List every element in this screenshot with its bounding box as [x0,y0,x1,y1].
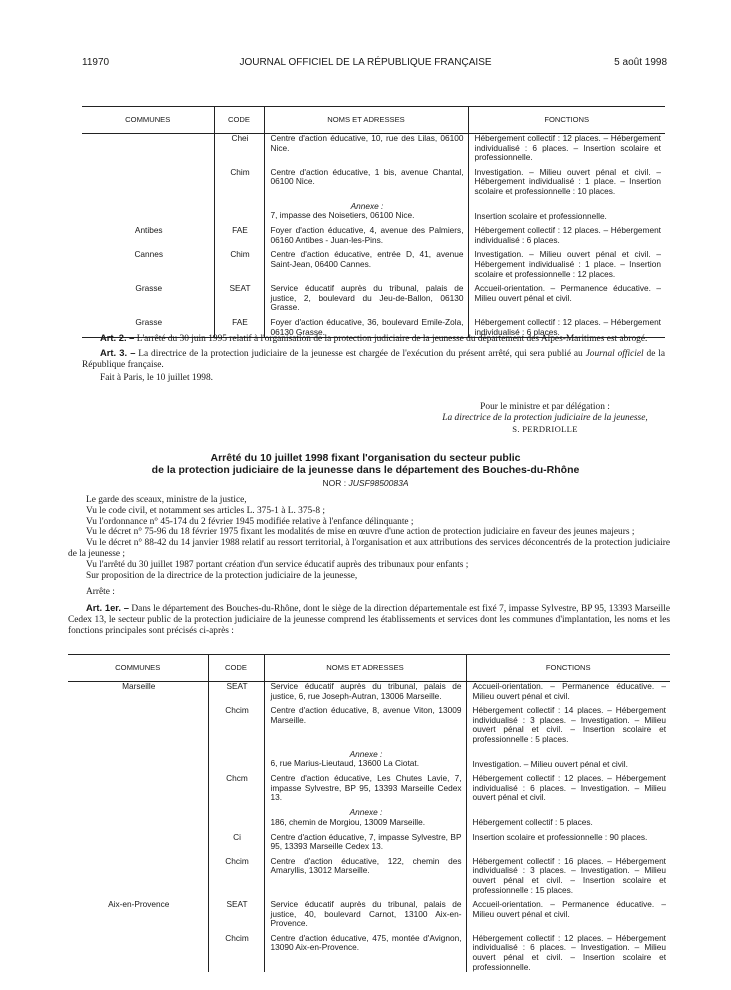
journal-officiel-ref: Journal officiel [585,348,644,359]
visa-6: Sur proposition de la directrice de la protection judiciaire de la jeunesse, [86,570,358,581]
cell-noms [264,852,466,895]
cell-noms [264,279,468,313]
cell-fonctions-text: Hébergement collectif : 14 places. – Hébergement individualisé : 3 places. – Investigation. – Milieu ouvert pénal et civil. – Insertion scolaire et professionnelle : 5 places. [472,705,666,744]
fait-a-paris: Fait à Paris, le 10 juillet 1998. [100,373,214,384]
cell-code-text: Ci [233,831,241,842]
cell-commune-text: Grasse [135,283,163,294]
article-3-text: La directrice de la protection judiciaire de la jeunesse est chargée de l'exécution du présent arrêté, qui sera publié au [138,348,583,359]
cell-code [214,245,264,279]
annexe-label: Annexe : [349,806,383,817]
cell-noms-text: Service éducatif auprès du tribunal, palais de justice, 2, boulevard du Jeu-de-Ballon, 06130 Grasse. [270,283,464,313]
cell-noms-text: 7, impasse des Noisetiers, 06100 Nice. [270,210,415,221]
cell-commune-text: Cannes [134,249,164,260]
cell-fonctions-text: Hébergement collectif : 12 places. – Hébergement individualisé : 6 places. – Insertion scolaire et professionnelle. [474,133,661,163]
decree2-body [68,495,670,637]
column-header-code: CODE [208,655,264,682]
cell-code [208,701,264,744]
cell-fonctions [466,828,670,852]
cell-fonctions-text: Investigation. – Milieu ouvert pénal et civil. – Hébergement individualisé : 1 place. – Insertion scolaire et professionnelle : 12 places. [474,249,661,279]
table-row [68,852,670,895]
table-header-row [68,655,670,682]
cell-code [208,828,264,852]
cell-code [208,803,264,828]
article-3-label: Art. 3. – [100,346,136,358]
cell-noms-text: Service éducatif auprès du tribunal, palais de justice, 6, rue Joseph-Autran, 13006 Marseille. [270,681,462,701]
cell-commune-text: Grasse [135,316,163,327]
cell-commune-text: Marseille [122,681,156,691]
cell-noms-text: Centre d'action éducative, Les Chutes Lavie, 7, impasse Sylvestre, BP 95, 13393 Marseille Cedex 13. [270,773,462,803]
article-2-label: Art. 2. – [100,332,135,343]
cell-fonctions [468,221,665,245]
article-1 [68,603,670,636]
table-row [68,803,670,828]
cell-commune [68,701,208,744]
cell-code [208,929,264,972]
cell-fonctions [466,769,670,803]
cell-fonctions [466,852,670,895]
cell-code [208,895,264,929]
table-row [82,134,665,163]
cell-commune [82,134,214,163]
article-3-text-end: de la République française. [82,348,665,370]
cell-fonctions-text: Investigation. – Milieu ouvert pénal et civil. [472,758,628,769]
cell-code-text: Chim [230,249,250,260]
cell-noms-text: Foyer d'action éducative, 36, boulevard Emile-Zola, 06130 Grasse. [270,316,464,337]
cell-noms-text: Centre d'action éducative, 8, avenue Viton, 13009 Marseille. [270,705,462,725]
decree1-articles [82,333,665,384]
cell-noms [264,245,468,279]
decree2-title-line1: Arrêté du 10 juillet 1998 fixant l'organisation du secteur public [210,452,521,464]
annexe-label: Annexe : [350,200,384,211]
cell-commune-text: Aix-en-Provence [108,899,170,910]
cell-commune [68,769,208,803]
column-header-noms: NOMS ET ADRESSES [264,107,468,134]
table-row [68,895,670,929]
cell-fonctions [466,895,670,929]
cell-noms-text: Centre d'action éducative, 475, montée d'Avignon, 13090 Aix-en-Provence. [270,932,462,953]
cell-noms [264,895,466,929]
cell-code [214,197,264,222]
cell-commune [82,279,214,313]
table-row [68,701,670,744]
table-row [68,769,670,803]
table-row [68,929,670,972]
cell-noms [264,803,466,828]
cell-noms [264,745,466,770]
issue-date: 5 août 1998 [614,57,667,68]
table-row [82,221,665,245]
cell-code-text: Chei [231,133,249,143]
cell-noms-text: Service éducatif auprès du tribunal, palais de justice, 40, boulevard Carnot, 13100 Aix-en-Provence. [270,899,462,929]
cell-commune [82,221,214,245]
signature-name: S. PERDRIOLLE [512,424,578,434]
cell-code-text: Chim [230,166,250,177]
cell-noms-text: Centre d'action éducative, 7, impasse Sylvestre, BP 95, 13393 Marseille Cedex 13. [270,831,462,852]
cell-fonctions-text: Insertion scolaire et professionnelle : 90 places. [472,831,648,842]
cell-noms [264,828,466,852]
cell-noms [264,769,466,803]
cell-code [208,769,264,803]
cell-code [208,852,264,895]
article-3 [82,348,665,371]
cell-fonctions [466,745,670,770]
cell-fonctions-text: Accueil-orientation. – Permanence éducative. – Milieu ouvert pénal et civil. [474,283,661,303]
cell-code-text: SEAT [229,283,251,294]
signature-delegation: Pour le ministre et par délégation : [480,402,610,412]
nor-reference [0,478,731,488]
cell-code [208,682,264,702]
table-row [82,245,665,279]
cell-noms-text: Centre d'action éducative, 122, chemin des Amaryllis, 13012 Marseille. [270,855,462,876]
cell-code-text: SEAT [226,899,248,910]
table-row [68,745,670,770]
cell-code [214,163,264,197]
cell-noms [264,701,466,744]
annexe-label: Annexe : [349,748,383,759]
table-header-row [82,107,665,134]
visa-4: Vu le décret n° 88-42 du 14 janvier 1988 relatif au ressort territorial, à l'organisation et aux attributions des services déconcentrés de la protection judiciaire de la jeunesse ; [68,538,670,559]
cell-code-text: FAE [232,225,248,236]
cell-code-text: Chcim [225,855,249,866]
cell-commune [68,682,208,702]
table-row [82,279,665,313]
cell-commune [68,929,208,972]
decree2-title-line2: de la protection judiciaire de la jeunesse dans le département des Bouches-du-Rhône [151,464,580,476]
cell-code-text: Chcim [225,705,249,716]
article-2 [82,333,665,345]
cell-commune [68,895,208,929]
cell-fonctions [466,803,670,828]
cell-fonctions [468,134,665,163]
cell-noms-text: Centre d'action éducative, 10, rue des Lilas, 06100 Nice. [270,133,464,153]
cell-noms [264,221,468,245]
nor-label: NOR : [322,478,347,488]
column-header-fonctions: FONCTIONS [468,107,665,134]
cell-noms [264,682,466,702]
column-header-code: CODE [214,107,264,134]
cell-fonctions [468,163,665,197]
cell-noms [264,163,468,197]
visa-5: Vu l'arrêté du 30 juillet 1987 portant création d'un service éducatif auprès des tribunaux pour enfants ; [86,559,469,570]
cell-code [214,134,264,163]
cell-fonctions-text: Accueil-orientation. – Permanence éducative. – Milieu ouvert pénal et civil. [472,681,666,701]
cell-fonctions [466,682,670,702]
visa-0: Le garde des sceaux, ministre de la justice, [86,495,247,505]
nor-value: JUSF9850083A [348,478,409,488]
cell-noms-text: 186, chemin de Morgiou, 13009 Marseille. [270,816,426,827]
cell-commune [68,852,208,895]
column-header-noms: NOMS ET ADRESSES [264,655,466,682]
cell-fonctions [468,279,665,313]
cell-fonctions-text: Hébergement collectif : 12 places. – Hébergement individualisé : 6 places. – Investigation. – Milieu ouvert pénal et civil. [472,773,666,803]
cell-commune [82,163,214,197]
visa-3: Vu le décret n° 75-96 du 18 février 1975 fixant les modalités de mise en œuvre d'une action de protection judiciaire en faveur des jeunes majeurs ; [86,527,635,538]
cell-commune [68,828,208,852]
table-row [68,828,670,852]
cell-noms-text: Centre d'action éducative, entrée D, 41, avenue Saint-Jean, 06400 Cannes. [270,249,464,269]
article-1-label: Art. 1er. – [86,602,129,614]
signature-block [420,402,670,435]
cell-commune [68,745,208,770]
cell-commune-text: Antibes [134,225,163,236]
table-body [68,682,670,973]
table-alpes-maritimes [82,106,665,338]
cell-commune [82,197,214,222]
cell-code-text: FAE [232,316,248,327]
cell-fonctions [466,701,670,744]
table-row [82,163,665,197]
cell-code-text: SEAT [226,681,248,691]
cell-fonctions-text: Hébergement collectif : 5 places. [472,816,593,827]
page-number: 11970 [82,57,110,68]
cell-fonctions-text: Insertion scolaire et professionnelle. [474,210,607,221]
cell-noms [264,929,466,972]
cell-code [208,745,264,770]
cell-fonctions-text: Hébergement collectif : 12 places. – Hébergement individualisé : 6 places. – Investigation. – Milieu ouvert pénal et civil. – Insertion scolaire et professionnelle. [472,932,666,972]
cell-code [214,279,264,313]
cell-fonctions-text: Investigation. – Milieu ouvert pénal et civil. – Hébergement individualisé : 1 place. – Insertion scolaire et professionnelle : 10 places. [474,166,661,196]
cell-commune [82,245,214,279]
cell-fonctions-text: Hébergement collectif : 12 places. – Hébergement individualisé : 6 places. [474,225,661,245]
cell-code-text: Chcm [226,773,248,784]
article-2-text: L'arrêté du 30 juin 1995 relatif à l'organisation de la protection judiciaire de la jeunesse du département des Alpes-Maritimes est abrogé. [136,334,648,344]
cell-fonctions-text: Hébergement collectif : 12 places. – Hébergement individualisé : 6 places. [474,316,661,337]
signature-title: La directrice de la protection judiciaire de la jeunesse, [442,413,648,423]
cell-fonctions [466,929,670,972]
table-body [82,134,665,338]
cell-noms [264,197,468,222]
cell-fonctions-text: Hébergement collectif : 16 places. – Hébergement individualisé : 3 places. – Investigation. – Milieu ouvert pénal et civil. – Insertion scolaire et professionnelle : 15 places. [472,855,666,895]
table-bouches-du-rhone [68,654,670,972]
cell-noms-text: Centre d'action éducative, 1 bis, avenue Chantal, 06100 Nice. [270,166,464,187]
visa-1: Vu le code civil, et notamment ses articles L. 375-1 à L. 375-8 ; [86,505,325,516]
cell-noms-text: 6, rue Marius-Lieutaud, 13600 La Ciotat. [270,758,420,769]
cell-fonctions [468,197,665,222]
table-row [82,197,665,222]
cell-noms [264,134,468,163]
column-header-communes: COMMUNES [82,107,214,134]
cell-fonctions-text: Accueil-orientation. – Permanence éducative. – Milieu ouvert pénal et civil. [472,899,666,919]
table-row [68,682,670,702]
column-header-communes: COMMUNES [68,655,208,682]
cell-code-text: Chcim [225,932,249,943]
cell-commune [68,803,208,828]
column-header-fonctions: FONCTIONS [466,655,670,682]
visa-2: Vu l'ordonnance n° 45-174 du 2 février 1945 modifiée relative à l'enfance délinquante ; [86,516,414,527]
arrete: Arrête : [86,587,115,598]
cell-noms-text: Foyer d'action éducative, 4, avenue des Palmiers, 06160 Antibes - Juan-les-Pins. [270,225,464,245]
cell-fonctions [468,245,665,279]
article-1-text: Dans le département des Bouches-du-Rhône, dont le siège de la direction départementale est fixé 7, impasse Sylvestre, BP 95, 13393 Marseille Cedex 13, le secteur public de la protection judiciaire de la jeunesse comprend les établissements et services dont les communes d'implantation, les noms et les fonctions principales sont précisés ci-après : [68,604,670,636]
cell-code [214,221,264,245]
journal-title: JOURNAL OFFICIEL DE LA RÉPUBLIQUE FRANÇAISE [239,57,492,68]
